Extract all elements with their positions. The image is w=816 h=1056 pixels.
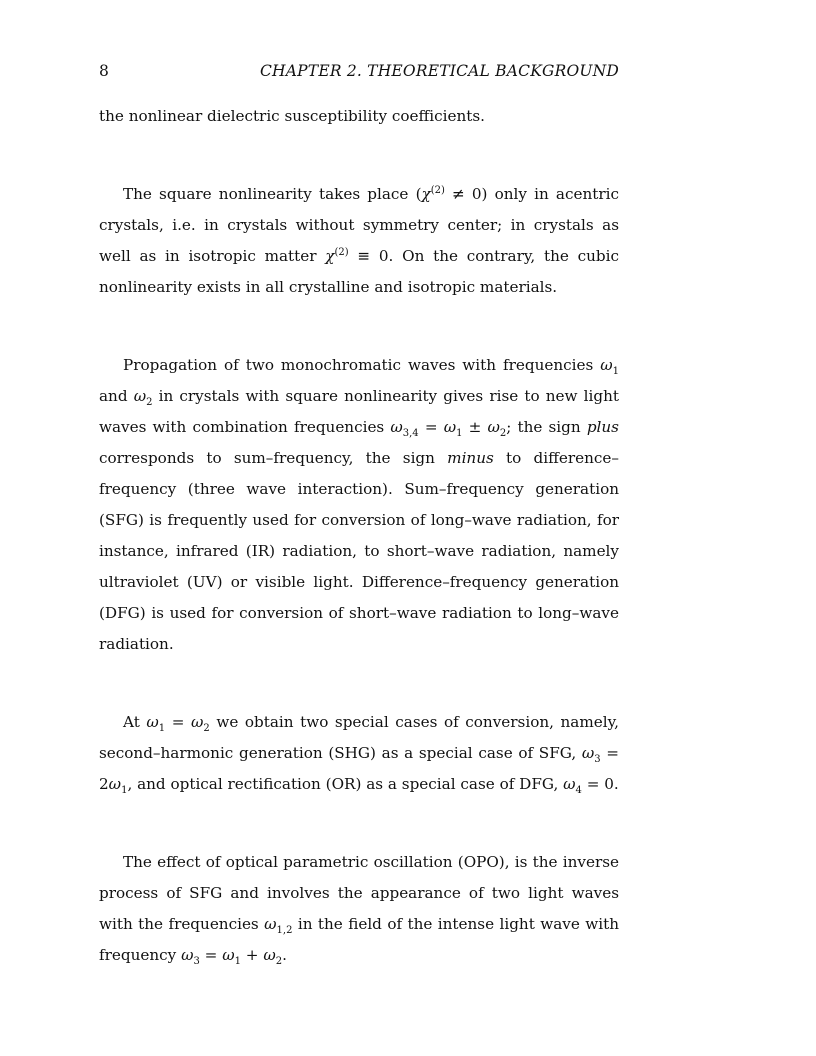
paragraph-square-nonlinearity: The square nonlinearity takes place $(\chi^{(2)} \ne 0)$ only in acentric crystals, i.e. in crystals without symmetry center; in crystals as well as in isotropic matter $\chi^{(2)} \equiv 0$. On the contrary, the cubic nonlinearity exists in all crystalline and isotropic materials.	[99, 184, 619, 296]
minus-term: minus	[447, 449, 494, 467]
body-text	[99, 101, 619, 971]
page-number: 8	[99, 62, 109, 80]
running-head: CHAPTER 2. THEORETICAL BACKGROUND	[260, 62, 619, 80]
page-header	[99, 61, 619, 81]
paragraph-continuation: the nonlinear dielectric susceptibility coefficients.	[99, 107, 485, 125]
paragraph-propagation: Propagation of two monochromatic waves with frequencies $\omega_1$ and $\omega_2$ in crystals with square nonlinearity gives rise to new light waves with combination frequencies $\omega_{3,4} = \omega_1 \pm \omega_2$; the sign plus corresponds to sum–frequency, the sign minus to difference–frequency (three wave interaction). Sum–frequency generation (SFG) is frequently used for conversion of long–wave radiation, for instance, infrared (IR) radiation, to short–wave radiation, namely ultraviolet (UV) or visible light. Difference–frequency generation (DFG) is used for conversion of short–wave radiation to long–wave radiation.	[99, 356, 619, 653]
paragraph-special-cases: At $\omega_1 = \omega_2$ we obtain two special cases of conversion, namely, second–harmonic generation (SHG) as a special case of SFG, $\omega_3 = 2\omega_1$, and optical rectification (OR) as a special case of DFG, $\omega_4 = 0$.	[99, 713, 619, 797]
paragraph-opo: The effect of optical parametric oscillation (OPO), is the inverse process of SFG and involves the appearance of two light waves with the frequencies $\omega_{1,2}$ in the field of the intense light wave with frequency $\omega_3 = \omega_1 + \omega_2$.	[99, 853, 620, 968]
plus-term: plus	[586, 418, 619, 436]
